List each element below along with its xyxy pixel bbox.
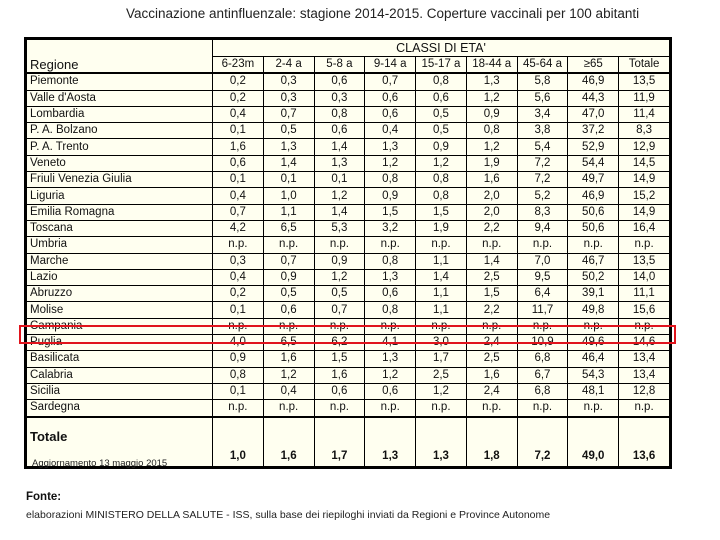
coverage-value: 10,9 (517, 335, 568, 351)
coverage-value: 52,9 (568, 139, 619, 155)
coverage-value: 1,2 (466, 139, 517, 155)
coverage-value: 1,3 (314, 155, 365, 171)
coverage-value: 0,6 (314, 73, 365, 90)
coverage-value: n.p. (213, 318, 264, 334)
coverage-value: 0,7 (263, 253, 314, 269)
coverage-value: 1,3 (263, 139, 314, 155)
coverage-value: 3,4 (517, 106, 568, 122)
coverage-value: 46,9 (568, 73, 619, 90)
coverage-value: 0,3 (263, 73, 314, 90)
table-row (27, 90, 670, 106)
coverage-value: n.p. (416, 237, 467, 253)
coverage-value: 1,0 (263, 188, 314, 204)
coverage-value: 2,2 (466, 302, 517, 318)
coverage-value: n.p. (263, 318, 314, 334)
coverage-table (26, 39, 670, 467)
table-row (27, 269, 670, 285)
coverage-value: 0,8 (416, 73, 467, 90)
coverage-value: 5,2 (517, 188, 568, 204)
coverage-value: 1,2 (466, 90, 517, 106)
coverage-value: 0,1 (213, 302, 264, 318)
coverage-value: 6,5 (263, 220, 314, 236)
coverage-value: 0,1 (213, 383, 264, 399)
coverage-value: 1,4 (416, 269, 467, 285)
coverage-value: 0,3 (314, 90, 365, 106)
coverage-value: n.p. (365, 237, 416, 253)
coverage-value: 7,2 (517, 172, 568, 188)
coverage-value: n.p. (466, 237, 517, 253)
coverage-value: 49,6 (568, 335, 619, 351)
coverage-value: 1,9 (416, 220, 467, 236)
coverage-value: n.p. (619, 400, 670, 417)
coverage-value: 3,0 (416, 335, 467, 351)
age-column-header: 5-8 a (314, 57, 365, 74)
coverage-value: 7,0 (517, 253, 568, 269)
coverage-value: n.p. (568, 318, 619, 334)
coverage-value: 11,1 (619, 286, 670, 302)
age-column-header: 18-44 a (466, 57, 517, 74)
coverage-value: 14,6 (619, 335, 670, 351)
region-name: Calabria (27, 367, 213, 383)
table-row (27, 400, 670, 417)
coverage-value: 1,6 (466, 367, 517, 383)
coverage-value: 44,3 (568, 90, 619, 106)
coverage-value: 12,8 (619, 383, 670, 399)
coverage-value: 0,7 (314, 302, 365, 318)
update-date: Aggiornamento 13 maggio 2015 (32, 458, 168, 469)
coverage-value: 0,5 (314, 286, 365, 302)
total-value: 1,3 (416, 417, 467, 467)
total-value: 7,2 (517, 417, 568, 467)
table-row (27, 383, 670, 399)
region-name: Veneto (27, 155, 213, 171)
coverage-value: 0,9 (365, 188, 416, 204)
coverage-value: 0,7 (213, 204, 264, 220)
coverage-value: 0,9 (263, 269, 314, 285)
coverage-value: 4,2 (213, 220, 264, 236)
table-row (27, 106, 670, 122)
coverage-value: 7,2 (517, 155, 568, 171)
region-name: Friuli Venezia Giulia (27, 172, 213, 188)
coverage-value: 0,8 (314, 106, 365, 122)
total-value: 1,7 (314, 417, 365, 467)
region-name: Valle d'Aosta (27, 90, 213, 106)
coverage-value: 1,4 (314, 204, 365, 220)
age-column-header: 45-64 a (517, 57, 568, 74)
coverage-value: 1,2 (365, 367, 416, 383)
coverage-value: 1,6 (314, 367, 365, 383)
coverage-value: 6,8 (517, 383, 568, 399)
region-name: Piemonte (27, 73, 213, 90)
coverage-value: 11,9 (619, 90, 670, 106)
coverage-value: 13,4 (619, 351, 670, 367)
coverage-value: 13,5 (619, 253, 670, 269)
coverage-value: 49,8 (568, 302, 619, 318)
coverage-value: 8,3 (517, 204, 568, 220)
coverage-value: 1,3 (365, 139, 416, 155)
region-name: Puglia (27, 335, 213, 351)
table-row (27, 253, 670, 269)
coverage-value: 1,1 (263, 204, 314, 220)
coverage-value: 1,2 (416, 383, 467, 399)
coverage-value: 0,5 (416, 106, 467, 122)
coverage-value: 6,4 (517, 286, 568, 302)
coverage-table-container (24, 37, 672, 469)
coverage-value: 0,7 (263, 106, 314, 122)
coverage-value: 49,7 (568, 172, 619, 188)
coverage-value: 14,5 (619, 155, 670, 171)
coverage-value: 1,2 (416, 155, 467, 171)
coverage-value: 46,9 (568, 188, 619, 204)
coverage-value: 46,4 (568, 351, 619, 367)
coverage-value: 2,2 (466, 220, 517, 236)
coverage-value: 0,4 (263, 383, 314, 399)
coverage-value: 4,1 (365, 335, 416, 351)
coverage-value: n.p. (314, 400, 365, 417)
coverage-value: 47,0 (568, 106, 619, 122)
coverage-value: n.p. (213, 400, 264, 417)
coverage-value: 0,8 (365, 172, 416, 188)
coverage-value: 0,9 (466, 106, 517, 122)
coverage-value: 0,8 (213, 367, 264, 383)
coverage-value: 1,1 (416, 253, 467, 269)
age-column-header: 6-23m (213, 57, 264, 74)
coverage-value: 50,6 (568, 204, 619, 220)
coverage-value: 6,7 (517, 367, 568, 383)
coverage-value: 1,4 (263, 155, 314, 171)
coverage-value: n.p. (466, 318, 517, 334)
coverage-value: 1,7 (416, 351, 467, 367)
coverage-value: 0,2 (213, 90, 264, 106)
region-name: Toscana (27, 220, 213, 236)
coverage-value: 0,6 (365, 106, 416, 122)
coverage-value: 1,2 (314, 269, 365, 285)
coverage-value: 1,3 (466, 73, 517, 90)
coverage-value: 0,4 (213, 188, 264, 204)
source-text: elaborazioni MINISTERO DELLA SALUTE - ISS, sulla base dei riepiloghi inviati da Regioni e Province Autonome (26, 509, 551, 521)
coverage-value: 0,1 (263, 172, 314, 188)
total-value: 1,3 (365, 417, 416, 467)
table-row (27, 155, 670, 171)
coverage-value: 0,7 (365, 73, 416, 90)
total-value: 1,8 (466, 417, 517, 467)
coverage-value: 14,9 (619, 204, 670, 220)
coverage-value: n.p. (416, 318, 467, 334)
coverage-value: n.p. (263, 237, 314, 253)
coverage-value: 1,6 (466, 172, 517, 188)
coverage-value: 46,7 (568, 253, 619, 269)
region-name: Molise (27, 302, 213, 318)
coverage-value: 0,5 (263, 286, 314, 302)
source-label: Fonte: (26, 491, 62, 503)
coverage-value: 50,6 (568, 220, 619, 236)
table-row (27, 335, 670, 351)
coverage-value: 2,4 (466, 335, 517, 351)
coverage-value: 0,2 (213, 73, 264, 90)
coverage-value: 0,6 (365, 90, 416, 106)
coverage-value: n.p. (568, 400, 619, 417)
page-title: Vaccinazione antinfluenzale: stagione 2014-2015. Coperture vaccinali per 100 abitanti (126, 6, 640, 21)
coverage-value: 0,8 (365, 253, 416, 269)
coverage-value: 1,4 (314, 139, 365, 155)
coverage-value: 16,4 (619, 220, 670, 236)
coverage-value: 0,4 (365, 123, 416, 139)
table-row (27, 351, 670, 367)
table-row (27, 318, 670, 334)
table-row (27, 139, 670, 155)
coverage-value: 6,8 (517, 351, 568, 367)
region-name: Liguria (27, 188, 213, 204)
region-name: P. A. Trento (27, 139, 213, 155)
coverage-value: 0,2 (213, 286, 264, 302)
coverage-value: 0,5 (416, 123, 467, 139)
table-row (27, 188, 670, 204)
coverage-value: 2,4 (466, 383, 517, 399)
coverage-value: 1,2 (365, 155, 416, 171)
coverage-value: 5,4 (517, 139, 568, 155)
region-name: Marche (27, 253, 213, 269)
coverage-value: 37,2 (568, 123, 619, 139)
table-row (27, 302, 670, 318)
table-row (27, 286, 670, 302)
age-column-header: 2-4 a (263, 57, 314, 74)
age-classes-header: CLASSI DI ETA' (213, 40, 670, 57)
coverage-value: 2,0 (466, 204, 517, 220)
coverage-value: n.p. (263, 400, 314, 417)
region-name: Sicilia (27, 383, 213, 399)
coverage-value: 1,2 (314, 188, 365, 204)
coverage-value: 9,5 (517, 269, 568, 285)
table-row (27, 367, 670, 383)
coverage-value: n.p. (619, 318, 670, 334)
coverage-value: 54,3 (568, 367, 619, 383)
table-row (27, 123, 670, 139)
total-value: 1,0 (213, 417, 264, 467)
coverage-value: 2,5 (416, 367, 467, 383)
coverage-value: 1,5 (416, 204, 467, 220)
coverage-value: 0,9 (213, 351, 264, 367)
total-value: 49,0 (568, 417, 619, 467)
coverage-value: 15,6 (619, 302, 670, 318)
coverage-value: 3,8 (517, 123, 568, 139)
coverage-value: 1,1 (416, 302, 467, 318)
region-name: P. A. Bolzano (27, 123, 213, 139)
table-row (27, 237, 670, 253)
region-name: Lazio (27, 269, 213, 285)
coverage-value: 0,6 (365, 383, 416, 399)
coverage-value: 0,1 (213, 123, 264, 139)
total-value: 13,6 (619, 417, 670, 467)
coverage-value: 0,9 (416, 139, 467, 155)
table-body (27, 73, 670, 466)
coverage-value: n.p. (466, 400, 517, 417)
coverage-value: 0,5 (263, 123, 314, 139)
coverage-value: 12,9 (619, 139, 670, 155)
coverage-value: 50,2 (568, 269, 619, 285)
coverage-value: n.p. (619, 237, 670, 253)
coverage-value: n.p. (213, 237, 264, 253)
age-column-header: 15-17 a (416, 57, 467, 74)
coverage-value: n.p. (314, 318, 365, 334)
region-name: Basilicata (27, 351, 213, 367)
coverage-value: 0,1 (213, 172, 264, 188)
coverage-value: 39,1 (568, 286, 619, 302)
coverage-value: 54,4 (568, 155, 619, 171)
coverage-value: 13,4 (619, 367, 670, 383)
coverage-value: 1,5 (466, 286, 517, 302)
coverage-value: 11,7 (517, 302, 568, 318)
coverage-value: 1,9 (466, 155, 517, 171)
coverage-value: n.p. (314, 237, 365, 253)
region-name: Lombardia (27, 106, 213, 122)
table-row (27, 220, 670, 236)
coverage-value: 9,4 (517, 220, 568, 236)
coverage-value: 5,6 (517, 90, 568, 106)
coverage-value: 15,2 (619, 188, 670, 204)
table-row (27, 73, 670, 90)
coverage-value: 0,6 (213, 155, 264, 171)
age-column-header: Totale (619, 57, 670, 74)
coverage-value: 6,2 (314, 335, 365, 351)
age-column-header: ≥65 (568, 57, 619, 74)
coverage-value: n.p. (517, 400, 568, 417)
coverage-value: 11,4 (619, 106, 670, 122)
total-value: 1,6 (263, 417, 314, 467)
coverage-value: 6,5 (263, 335, 314, 351)
coverage-value: 1,5 (365, 204, 416, 220)
age-column-header: 9-14 a (365, 57, 416, 74)
region-name: Campania (27, 318, 213, 334)
coverage-value: 0,1 (314, 172, 365, 188)
coverage-value: 0,6 (365, 286, 416, 302)
table-group-header-row (27, 40, 670, 57)
coverage-value: 1,4 (466, 253, 517, 269)
coverage-value: 0,8 (466, 123, 517, 139)
coverage-value: 13,5 (619, 73, 670, 90)
coverage-value: n.p. (365, 400, 416, 417)
table-row (27, 172, 670, 188)
coverage-value: 4,0 (213, 335, 264, 351)
coverage-value: 0,8 (416, 172, 467, 188)
coverage-value: 1,2 (263, 367, 314, 383)
coverage-value: n.p. (568, 237, 619, 253)
region-name: Abruzzo (27, 286, 213, 302)
coverage-value: n.p. (416, 400, 467, 417)
coverage-value: 2,5 (466, 351, 517, 367)
coverage-value: 5,3 (314, 220, 365, 236)
coverage-value: 0,6 (314, 383, 365, 399)
coverage-value: 3,2 (365, 220, 416, 236)
coverage-value: 5,8 (517, 73, 568, 90)
coverage-value: 48,1 (568, 383, 619, 399)
coverage-value: 1,3 (365, 351, 416, 367)
coverage-value: 1,6 (263, 351, 314, 367)
coverage-value: 14,0 (619, 269, 670, 285)
coverage-value: 0,6 (416, 90, 467, 106)
region-name: Umbria (27, 237, 213, 253)
coverage-value: 1,5 (314, 351, 365, 367)
coverage-value: 1,1 (416, 286, 467, 302)
coverage-value: 0,6 (263, 302, 314, 318)
region-name: Emilia Romagna (27, 204, 213, 220)
region-name: Sardegna (27, 400, 213, 417)
coverage-value: 8,3 (619, 123, 670, 139)
coverage-value: 1,6 (213, 139, 264, 155)
coverage-value: 0,4 (213, 269, 264, 285)
coverage-value: 2,5 (466, 269, 517, 285)
coverage-value: 14,9 (619, 172, 670, 188)
coverage-value: n.p. (365, 318, 416, 334)
coverage-value: 0,9 (314, 253, 365, 269)
coverage-value: 2,0 (466, 188, 517, 204)
coverage-value: n.p. (517, 237, 568, 253)
region-column-header: Regione (27, 40, 213, 74)
coverage-value: 0,8 (416, 188, 467, 204)
table-row (27, 204, 670, 220)
coverage-value: 0,3 (263, 90, 314, 106)
coverage-value: 0,3 (213, 253, 264, 269)
coverage-value: n.p. (517, 318, 568, 334)
coverage-value: 0,8 (365, 302, 416, 318)
coverage-value: 1,3 (365, 269, 416, 285)
total-label: Totale (27, 417, 213, 467)
coverage-value: 0,6 (314, 123, 365, 139)
coverage-value: 0,4 (213, 106, 264, 122)
